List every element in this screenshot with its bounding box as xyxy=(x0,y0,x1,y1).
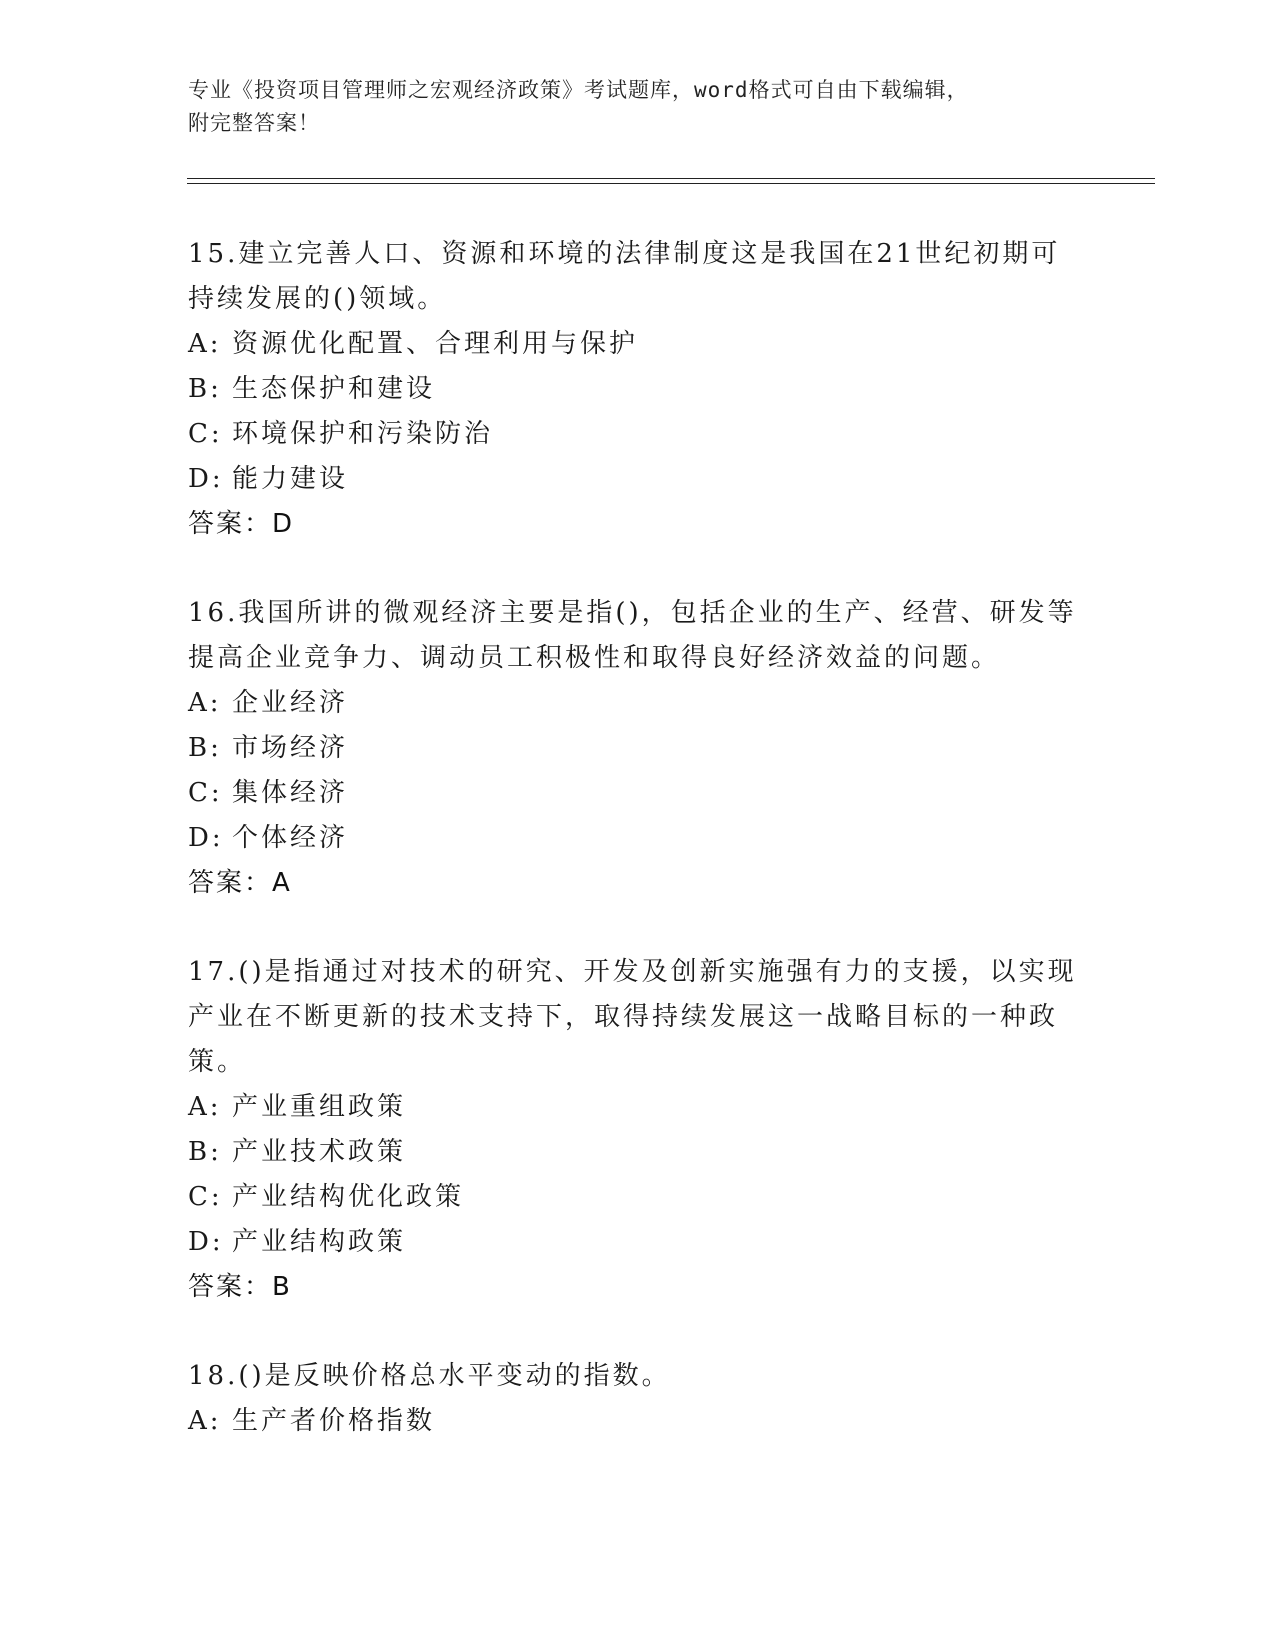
option-d xyxy=(188,816,1078,861)
option-text: 生态保护和建设 xyxy=(232,374,436,404)
option-key: C: xyxy=(188,419,223,449)
option-text: 环境保护和污染防治 xyxy=(232,419,494,449)
option-d xyxy=(188,1220,1078,1265)
option-a xyxy=(188,681,1078,726)
option-key: C: xyxy=(188,1182,223,1212)
option-text: 产业重组政策 xyxy=(232,1092,407,1122)
option-text: 企业经济 xyxy=(232,688,349,718)
option-b xyxy=(188,1130,1078,1175)
option-key: A: xyxy=(188,1092,222,1122)
option-text: 产业结构优化政策 xyxy=(232,1182,465,1212)
question-stem: 17.()是指通过对技术的研究、开发及创新实施强有力的支援，以实现产业在不断更新的技术支持下，取得持续发展这一战略目标的一种政策。 xyxy=(188,957,1077,1077)
option-b xyxy=(188,726,1078,771)
option-key: C: xyxy=(188,778,223,808)
option-a xyxy=(188,1085,1078,1130)
option-key: B: xyxy=(188,733,222,763)
question-15 xyxy=(188,232,1078,547)
option-b xyxy=(188,367,1078,412)
header-rule-bottom xyxy=(187,183,1155,184)
option-key: D: xyxy=(188,1227,224,1257)
option-a xyxy=(188,322,1078,367)
option-text: 市场经济 xyxy=(232,733,349,763)
option-key: A: xyxy=(188,688,222,718)
question-17 xyxy=(188,950,1078,1310)
option-text: 集体经济 xyxy=(232,778,349,808)
question-stem: 18.()是反映价格总水平变动的指数。 xyxy=(188,1361,671,1391)
question-list xyxy=(188,232,1078,1488)
option-key: D: xyxy=(188,823,224,853)
document-header xyxy=(188,74,1088,140)
option-text: 能力建设 xyxy=(232,464,349,494)
option-text: 产业结构政策 xyxy=(232,1227,407,1257)
question-stem: 15.建立完善人口、资源和环境的法律制度这是我国在21世纪初期可持续发展的()领域。 xyxy=(188,239,1061,314)
header-line-1: 专业《投资项目管理师之宏观经济政策》考试题库，word格式可自由下载编辑， xyxy=(188,78,969,102)
option-key: B: xyxy=(188,1137,222,1167)
option-key: A: xyxy=(188,329,222,359)
header-line-2: 附完整答案！ xyxy=(188,111,320,135)
answer-line: 答案：A xyxy=(188,868,292,898)
option-c xyxy=(188,771,1078,816)
option-a xyxy=(188,1399,1078,1444)
question-stem: 16.我国所讲的微观经济主要是指()，包括企业的生产、经营、研发等提高企业竞争力、调动员工积极性和取得良好经济效益的问题。 xyxy=(188,598,1077,673)
option-key: B: xyxy=(188,374,222,404)
option-key: A: xyxy=(188,1406,222,1436)
option-text: 生产者价格指数 xyxy=(232,1406,436,1436)
answer-line: 答案：D xyxy=(188,509,295,539)
option-key: D: xyxy=(188,464,224,494)
option-c xyxy=(188,412,1078,457)
question-18 xyxy=(188,1354,1078,1444)
option-d xyxy=(188,457,1078,502)
question-16 xyxy=(188,591,1078,906)
option-c xyxy=(188,1175,1078,1220)
option-text: 个体经济 xyxy=(232,823,349,853)
header-rule-top xyxy=(187,178,1155,179)
option-text: 产业技术政策 xyxy=(232,1137,407,1167)
option-text: 资源优化配置、合理利用与保护 xyxy=(232,329,639,359)
answer-line: 答案：B xyxy=(188,1272,292,1302)
